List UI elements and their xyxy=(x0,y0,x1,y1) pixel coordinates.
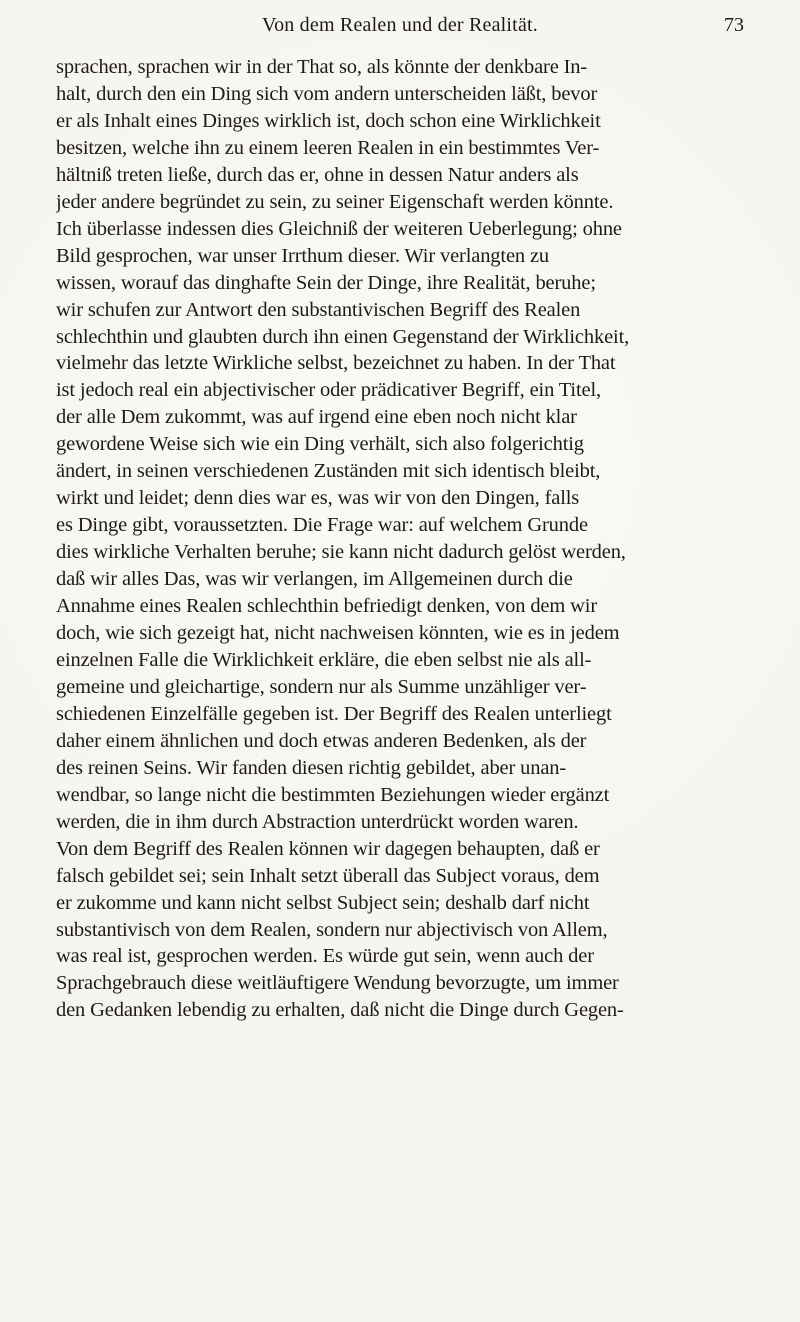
text-line: daß wir alles Das, was wir verlangen, im Allgemeinen durch die xyxy=(56,568,573,591)
text-line: einzelnen Falle die Wirklichkeit erkläre, die eben selbst nie als all- xyxy=(56,648,592,671)
text-line: er zukomme und kann nicht selbst Subject sein; deshalb darf nicht xyxy=(56,891,590,914)
text-line: gemeine und gleichartige, sondern nur als Summe unzähliger ver- xyxy=(56,675,587,698)
text-line: ändert, in seinen verschiedenen Zuständen mit sich identisch bleibt, xyxy=(56,460,601,483)
text-line: wissen, worauf das dinghafte Sein der Dinge, ihre Realität, beruhe; xyxy=(56,271,596,294)
text-line: doch, wie sich gezeigt hat, nicht nachweisen könnten, wie es in jedem xyxy=(56,622,620,645)
text-line: sprachen, sprachen wir in der That so, als könnte der denkbare In- xyxy=(56,56,588,78)
text-line: besitzen, welche ihn zu einem leeren Realen in ein bestimmtes Ver- xyxy=(56,136,600,159)
text-line: werden, die in ihm durch Abstraction unterdrückt worden waren. xyxy=(56,810,579,833)
text-line: was real ist, gesprochen werden. Es würde gut sein, wenn auch der xyxy=(56,945,594,968)
text-line: falsch gebildet sei; sein Inhalt setzt überall das Subject voraus, dem xyxy=(56,864,600,887)
running-head: Von dem Realen und der Realität. xyxy=(262,14,538,36)
body-text xyxy=(56,54,742,1024)
text-line: Sprachgebrauch diese weitläuftigere Wendung bevorzugte, um immer xyxy=(56,972,619,995)
text-line: den Gedanken lebendig zu erhalten, daß nicht die Dinge durch Gegen- xyxy=(56,999,624,1022)
text-line: des reinen Seins. Wir fanden diesen richtig gebildet, aber unan- xyxy=(56,756,567,779)
text-line: jeder andere begründet zu sein, zu seiner Eigenschaft werden könnte. xyxy=(56,190,614,213)
page-number: 73 xyxy=(724,14,744,36)
text-line: schiedenen Einzelfälle gegeben ist. Der Begriff des Realen unterliegt xyxy=(56,702,612,725)
text-line: halt, durch den ein Ding sich vom andern unterscheiden läßt, bevor xyxy=(56,82,598,105)
text-line: schlechthin und glaubten durch ihn einen Gegenstand der Wirklichkeit, xyxy=(56,325,630,348)
text-line: Ich überlasse indessen dies Gleichniß der weiteren Ueberlegung; ohne xyxy=(56,217,622,240)
text-line: hältniß treten ließe, durch das er, ohne in dessen Natur anders als xyxy=(56,163,579,186)
text-line: gewordene Weise sich wie ein Ding verhält, sich also folgerichtig xyxy=(56,433,584,456)
text-line: es Dinge gibt, voraussetzten. Die Frage war: auf welchem Grunde xyxy=(56,514,588,537)
text-line: substantivisch von dem Realen, sondern nur abjectivisch von Allem, xyxy=(56,918,608,941)
text-line: vielmehr das letzte Wirkliche selbst, bezeichnet zu haben. In der That xyxy=(56,352,616,375)
text-line: dies wirkliche Verhalten beruhe; sie kann nicht dadurch gelöst werden, xyxy=(56,541,626,564)
page-header xyxy=(56,14,744,42)
text-line: wirkt und leidet; denn dies war es, was wir von den Dingen, falls xyxy=(56,487,580,510)
text-line: er als Inhalt eines Dinges wirklich ist, doch schon eine Wirklichkeit xyxy=(56,109,601,132)
text-line: ist jedoch real ein abjectivischer oder prädicativer Begriff, ein Titel, xyxy=(56,379,601,402)
text-line: daher einem ähnlichen und doch etwas anderen Bedenken, als der xyxy=(56,729,587,752)
text-line: Bild gesprochen, war unser Irrthum dieser. Wir verlangten zu xyxy=(56,244,550,267)
text-line: der alle Dem zukommt, was auf irgend eine eben noch nicht klar xyxy=(56,406,577,429)
text-line: Annahme eines Realen schlechthin befriedigt denken, von dem wir xyxy=(56,595,598,618)
text-line: wendbar, so lange nicht die bestimmten Beziehungen wieder ergänzt xyxy=(56,783,610,806)
text-line: Von dem Begriff des Realen können wir dagegen behaupten, daß er xyxy=(56,837,600,860)
text-line: wir schufen zur Antwort den substantivischen Begriff des Realen xyxy=(56,298,581,321)
